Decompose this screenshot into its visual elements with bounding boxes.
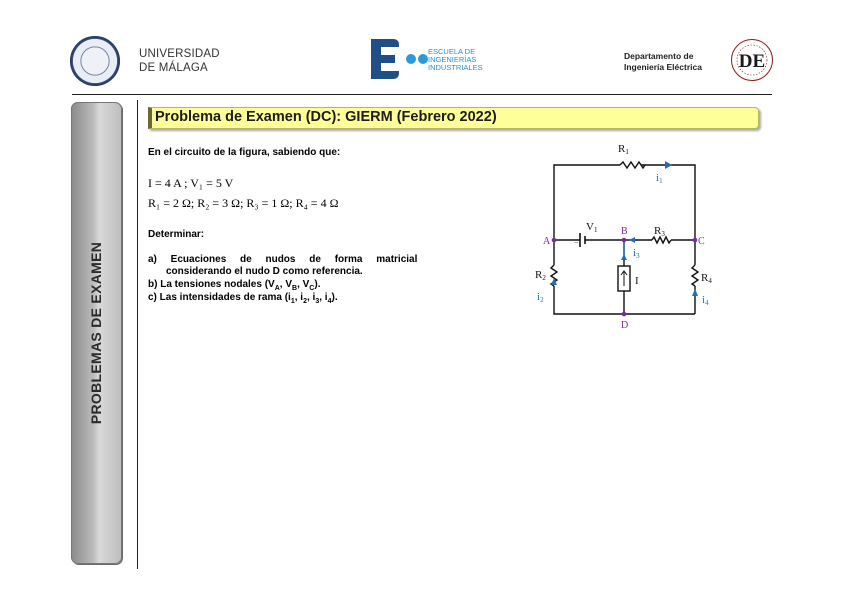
label-i4: i4 [702, 294, 709, 307]
item-b-text: b) La tensiones nodales (V [148, 279, 275, 290]
label-i1: i1 [656, 172, 663, 185]
arrow-i3-line [629, 237, 635, 243]
university-seal-logo [70, 36, 120, 86]
label-r4: R4 [701, 272, 712, 285]
label-node-b: B [621, 226, 628, 237]
label-minus: − [574, 238, 579, 247]
arrow-i1 [665, 161, 672, 169]
label-i2: i2 [537, 291, 544, 304]
item-c-text: c) Las intensidades de rama (i [148, 292, 291, 303]
label-node-c: C [698, 236, 705, 247]
side-banner-text: PROBLEMAS DE EXAMEN [88, 241, 105, 425]
department-line-1: Departamento de [624, 51, 694, 61]
battery-v1 [580, 233, 585, 247]
school-line-2: INGENIERÍAS [428, 55, 477, 64]
arrow-i4 [692, 289, 698, 296]
node-c-dot [693, 238, 698, 243]
item-c: c) Las intensidades de rama ($i_1$, $i_2$, $i_3$, $i_4$). [148, 292, 338, 305]
department-seal-logo [730, 38, 774, 82]
givens-line-1: I = 4 A ; V₁ = 5 V [148, 176, 234, 190]
label-v1: V1 [586, 221, 598, 234]
department-seal-letters: DE [738, 51, 766, 72]
node-b-dot [622, 238, 627, 243]
label-r2: R2 [535, 269, 546, 282]
node-d-dot [622, 312, 627, 317]
item-a-line-2: considerando el nudo D como referencia. [166, 266, 363, 277]
department-name [624, 51, 702, 73]
label-node-a: A [543, 236, 551, 247]
circuit-diagram [532, 138, 722, 333]
page-title: Problema de Examen (DC): GIERM (Febrero 2022) [155, 109, 497, 125]
label-i3: i3 [633, 247, 640, 260]
university-name [139, 47, 220, 75]
label-r3: R3 [654, 225, 665, 238]
intro-text: En el circuito de la figura, sabiendo que: [148, 147, 341, 158]
determinar-heading: Determinar: [148, 229, 205, 240]
school-line-1: ESCUELA DE [428, 47, 476, 56]
givens-line-2: R₁ = 2 Ω; R₂ = 3 Ω; R₃ = 1 Ω; R₄ = 4 Ω [148, 196, 339, 210]
vertical-divider [137, 100, 138, 569]
item-b: b) La tensiones nodales ($V_A$, $V_B$, $V_C$). [148, 279, 321, 292]
label-r1: R1 [618, 143, 629, 156]
label-node-d: D [621, 320, 629, 331]
school-line-3: INDUSTRIALES [428, 63, 483, 72]
wire-top-right [641, 165, 695, 240]
header-divider [72, 94, 772, 95]
university-line-1: UNIVERSIDAD [139, 48, 220, 60]
node-a-dot [552, 238, 557, 243]
department-line-2: Ingeniería Eléctrica [624, 62, 702, 72]
item-a-text: a) Ecuaciones de nudos de forma matricial [148, 254, 418, 265]
university-line-2: DE MÁLAGA [139, 62, 208, 74]
label-source-i: I [635, 275, 639, 287]
side-banner-title [71, 102, 122, 564]
school-name [428, 48, 483, 72]
resistor-r4 [692, 265, 698, 286]
item-a-line-1 [148, 254, 448, 266]
